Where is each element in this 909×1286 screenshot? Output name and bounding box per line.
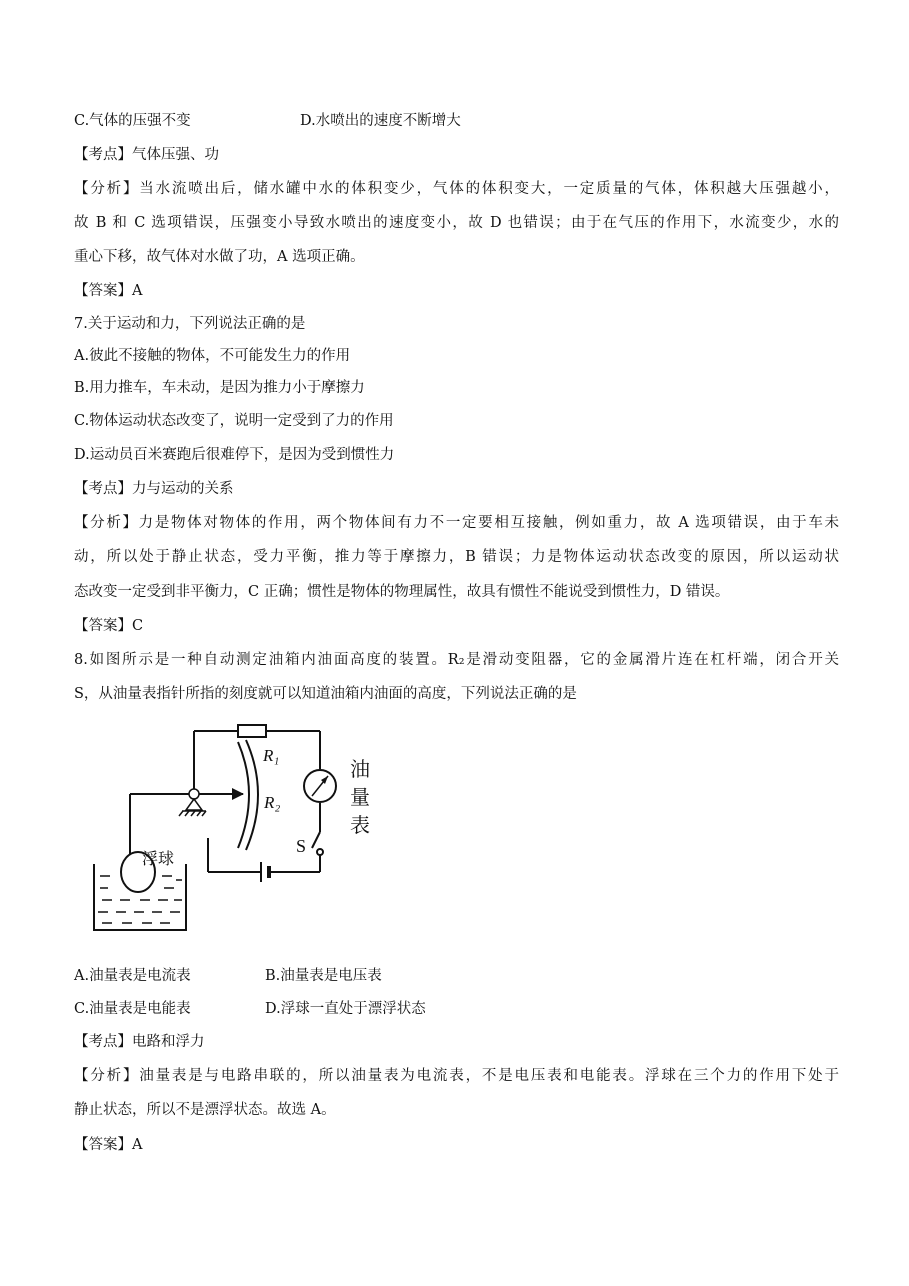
oil-meter (304, 770, 336, 802)
q8-option-c: C.油量表是电能表 (74, 1001, 191, 1017)
q8-option-a: A.油量表是电流表 (74, 968, 191, 984)
q7-kaodian: 【考点】力与运动的关系 (74, 481, 234, 497)
q6-fenxi-line-2: 故 B 和 C 选项错误，压强变小导致水喷出的速度变小，故 D 也错误；由于在气压的作用下，水流变少，水的 (74, 215, 839, 231)
q7-option-d: D.运动员百米赛跑后很难停下，是因为受到惯性力 (74, 447, 395, 463)
q7-stem: 7.关于运动和力，下列说法正确的是 (74, 316, 306, 332)
q7-option-c: C.物体运动状态改变了，说明一定受到了力的作用 (74, 413, 394, 429)
q8-fenxi-line-1: 【分析】油量表是与电路串联的，所以油量表为电流表，不是电压表和电能表。浮球在三个力的作用下处于 (74, 1068, 839, 1084)
q6-fenxi-line-3: 重心下移，故气体对水做了功，A 选项正确。 (74, 249, 365, 265)
r1-label: R₁ (263, 746, 280, 765)
meter-label-1: 油 (350, 757, 370, 781)
meter-label-3: 表 (350, 813, 370, 837)
q6-answer: 【答案】A (74, 283, 143, 299)
meter-label-2: 量 (350, 785, 370, 809)
q7-fenxi-line-2: 动，所以处于静止状态，受力平衡，推力等于摩擦力，B 错误；力是物体运动状态改变的原因，所以运动状 (74, 549, 839, 565)
q6-kaodian: 【考点】气体压强、功 (74, 147, 219, 163)
q6-option-c: C.气体的压强不变 (74, 113, 191, 129)
resistor-r1 (238, 725, 266, 737)
oil-gauge-circuit-figure (88, 714, 418, 950)
q8-option-b: B.油量表是电压表 (265, 968, 382, 984)
switch-s (312, 832, 323, 855)
q7-option-a: A.彼此不接触的物体，不可能发生力的作用 (74, 348, 351, 364)
q8-stem-line-2: S，从油量表指针所指的刻度就可以知道油箱内油面的高度，下列说法正确的是 (74, 686, 577, 702)
q7-option-b: B.用力推车，车未动，是因为推力小于摩擦力 (74, 380, 365, 396)
q8-kaodian: 【考点】电路和浮力 (74, 1034, 205, 1050)
float-label: 浮球 (142, 849, 175, 868)
q8-stem-line-1: 8.如图所示是一种自动测定油箱内油面高度的装置。R₂是滑动变阻器，它的金属滑片连在杠杆端，闭合开关 (74, 652, 839, 668)
q8-answer: 【答案】A (74, 1137, 143, 1153)
q7-fenxi-line-3: 态改变一定受到非平衡力，C 正确；惯性是物体的物理属性，故具有惯性不能说受到惯性力，D 错误。 (74, 584, 730, 600)
q8-fenxi-line-2: 静止状态，所以不是漂浮状态。故选 A。 (74, 1102, 336, 1118)
slider-arrow (232, 788, 244, 800)
r2-label: R₂ (264, 793, 281, 812)
q8-option-d: D.浮球一直处于漂浮状态 (265, 1001, 426, 1017)
switch-label: S (296, 836, 307, 856)
q6-option-d: D.水喷出的速度不断增大 (300, 113, 461, 129)
q7-answer: 【答案】C (74, 618, 144, 634)
battery (261, 862, 269, 882)
q7-fenxi-line-1: 【分析】力是物体对物体的作用，两个物体间有力不一定要相互接触，例如重力，故 A 选项错误，由于车未 (74, 515, 839, 531)
q6-fenxi-line-1: 【分析】当水流喷出后，储水罐中水的体积变少，气体的体积变大，一定质量的气体，体积越大压强越小， (74, 181, 839, 197)
